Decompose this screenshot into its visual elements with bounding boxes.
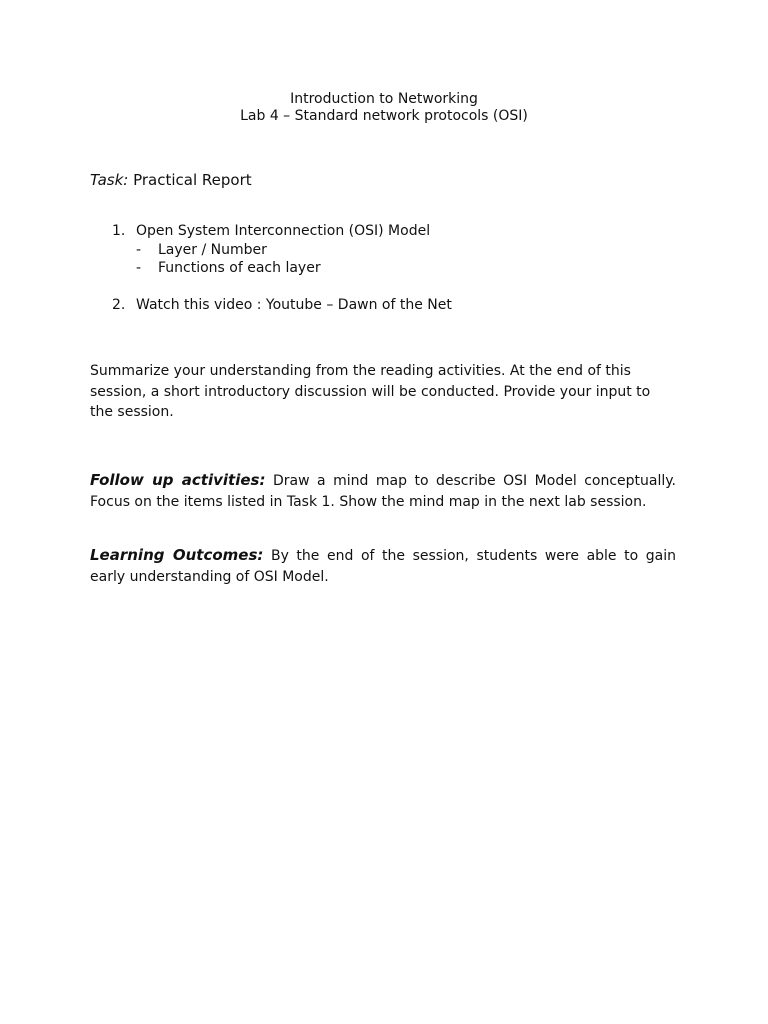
list-item-number: 1. xyxy=(112,223,126,239)
title-lab: Lab 4 – Standard network protocols (OSI) xyxy=(240,108,528,124)
follow-up-label: Follow up activities: xyxy=(90,471,266,489)
task-list xyxy=(90,222,690,314)
list-item-text: Watch this video : Youtube – Dawn of the Net xyxy=(136,296,452,313)
list-item-number: 2. xyxy=(112,296,126,313)
follow-up-paragraph xyxy=(90,470,676,512)
list-item xyxy=(90,296,690,315)
summary-paragraph: Summarize your understanding from the reading activities. At the end of this session, a short introductory discussion will be conducted. Provide your input to the session. xyxy=(90,363,651,420)
sub-list-item xyxy=(90,241,690,260)
sub-item-text: Functions of each layer xyxy=(158,260,321,276)
learning-outcomes-text: By the end of the session, students were able to gain early understanding of OSI Model. xyxy=(90,548,676,585)
task-heading xyxy=(90,170,252,190)
title-course: Introduction to Networking xyxy=(290,91,478,107)
sub-item-dash: - xyxy=(136,241,142,258)
list-item xyxy=(90,222,690,241)
learning-outcomes-label: Learning Outcomes: xyxy=(90,546,264,564)
follow-up-text: Draw a mind map to describe OSI Model conceptually. Focus on the items listed in Task 1. Show the mind map in the next lab session. xyxy=(90,473,677,510)
list-item-text: Open System Interconnection (OSI) Model xyxy=(136,223,431,239)
learning-outcomes-paragraph xyxy=(90,545,676,587)
sub-list-item xyxy=(90,259,690,278)
sub-item-text: Layer / Number xyxy=(158,241,267,258)
task-label: Task: xyxy=(90,171,129,189)
document-title xyxy=(0,91,768,125)
sub-item-dash: - xyxy=(136,260,142,276)
task-text: Practical Report xyxy=(128,171,252,189)
